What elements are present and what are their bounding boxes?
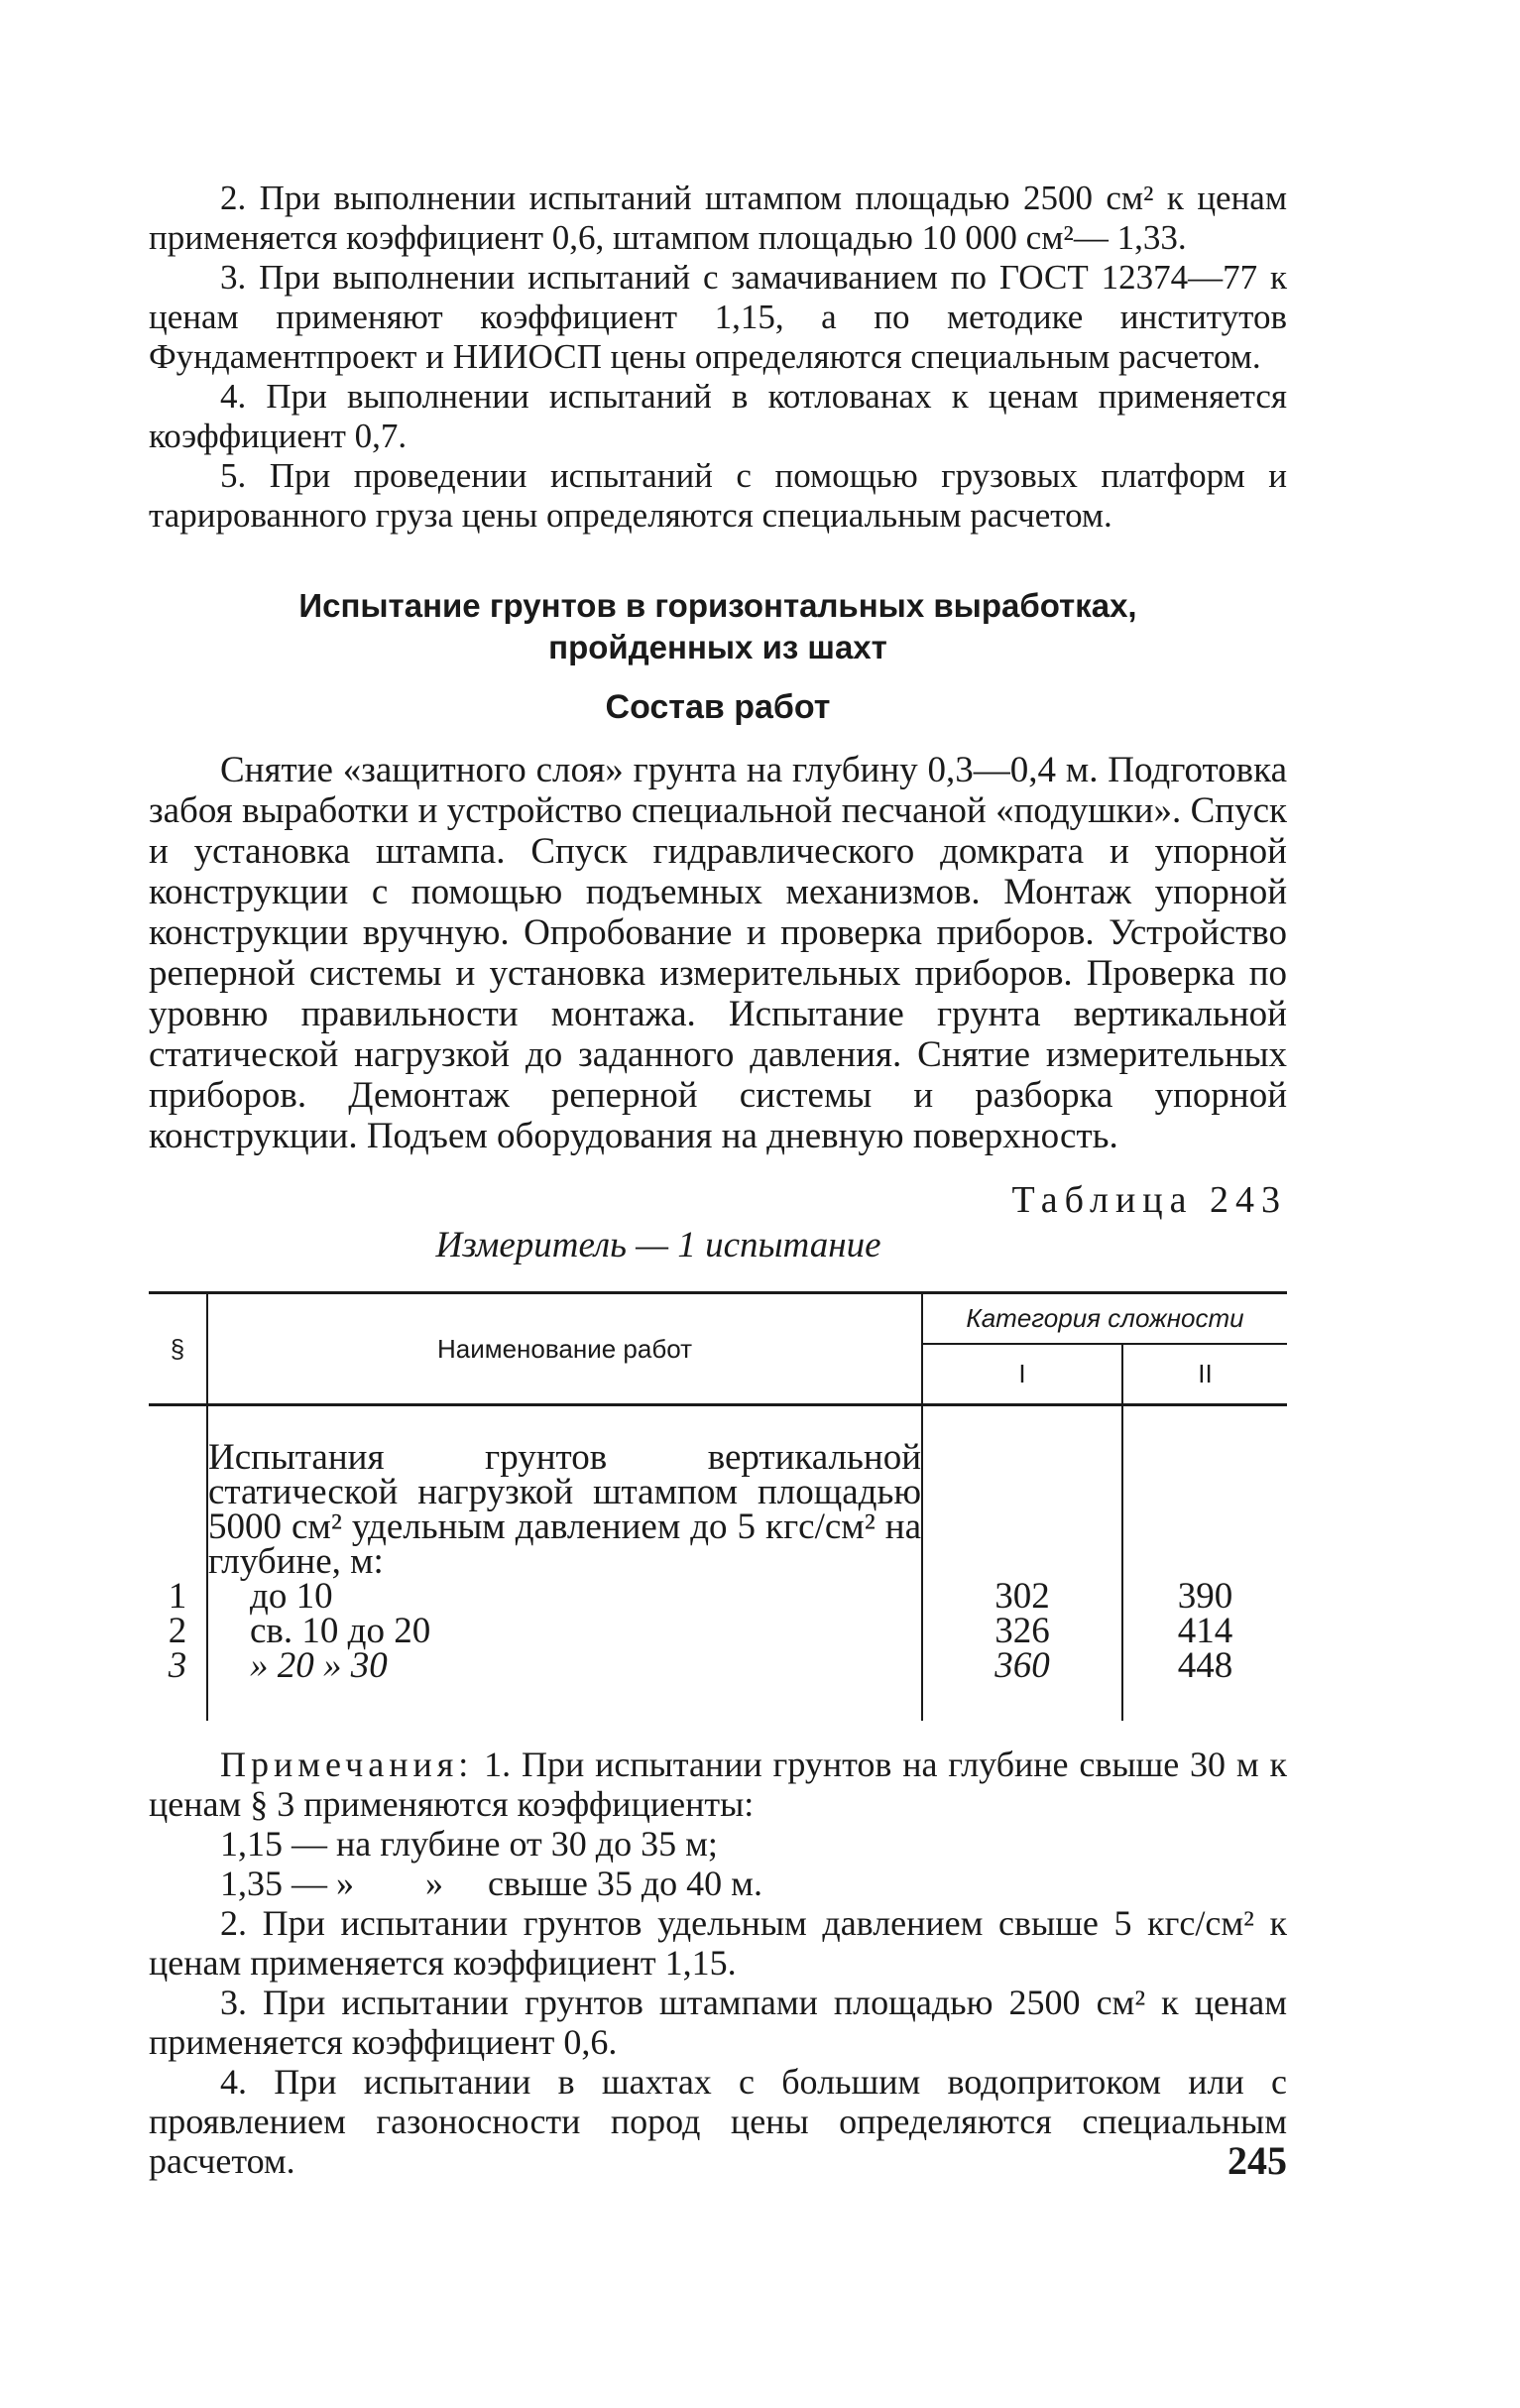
header-cat2: II — [1122, 1344, 1287, 1405]
subsection-title: Состав работ — [605, 688, 831, 726]
note-bottom-3: 3. При испытании грунтов штампами площадью 2500 см² к ценам применяется коэффициент 0,6. — [149, 1983, 1287, 2062]
note-coef-2: 1,35 — » » свыше 35 до 40 м. — [220, 1864, 762, 1903]
header-category: Категория сложности — [922, 1293, 1287, 1344]
header-section: § — [149, 1293, 207, 1405]
row-name: до 10 — [207, 1579, 922, 1614]
row-section: 2 — [149, 1614, 207, 1648]
note-bottom-1-text: 1. При испытании грунтов на глубине свыше 30 м к ценам § 3 применяются коэффициенты: — [149, 1745, 1287, 1824]
row-section: 3 — [149, 1648, 207, 1683]
table-label: Таблица 243 — [1011, 1179, 1287, 1221]
row-description: Испытания грунтов вертикальной статической нагрузкой штампом площадью 5000 см² удельным давлением до 5 кгс/см² на глубине, м: — [208, 1437, 921, 1582]
notes-prefix: Примечания: — [220, 1745, 474, 1784]
row-cat1: 302 — [922, 1579, 1122, 1614]
section-title-line2: пройденных из шахт — [548, 629, 887, 665]
note-bottom-4: 4. При испытании в шахтах с большим водопритоком или с проявлением газоносности пород цены определяются специальным расчетом. — [149, 2062, 1287, 2181]
row-cat2: 390 — [1177, 1576, 1233, 1617]
row-name: » 20 » 30 — [207, 1648, 922, 1683]
page-number: 245 — [1228, 2138, 1287, 2183]
note-top-3: 3. При выполнении испытаний с замачиванием по ГОСТ 12374—77 к ценам применяют коэффициент 1,15, а по методике институтов Фундаментпроект и НИИОСП цены определяются специальным расчетом. — [149, 258, 1287, 376]
table-row — [149, 1648, 1287, 1683]
row-cat2: 448 — [1177, 1645, 1233, 1686]
notes-top-block — [149, 179, 1287, 536]
section-title — [149, 585, 1287, 668]
works-price-table — [149, 1291, 1287, 1721]
note-bottom-1 — [149, 1745, 1287, 1824]
table-caption — [149, 1178, 1287, 1264]
table-measure: Измеритель — 1 испытание — [435, 1225, 881, 1265]
note-top-2: 2. При выполнении испытаний штампом площадью 2500 см² к ценам применяется коэффициент 0,6, штампом площадью 10 000 см²— 1,33. — [149, 179, 1287, 257]
section-title-line1: Испытание грунтов в горизонтальных выработках, — [298, 587, 1137, 624]
row-cat1: 326 — [922, 1614, 1122, 1648]
note-bottom-2: 2. При испытании грунтов удельным давлением свыше 5 кгс/см² к ценам применяется коэффициент 1,15. — [149, 1903, 1287, 1983]
note-coef-1: 1,15 — на глубине от 30 до 35 м; — [220, 1824, 718, 1864]
note-top-4: 4. При выполнении испытаний в котлованах к ценам применяется коэффициент 0,7. — [149, 377, 1287, 455]
row-cat1: 360 — [922, 1648, 1122, 1683]
table-row — [149, 1614, 1287, 1648]
table-row-description — [149, 1440, 1287, 1579]
header-name: Наименование работ — [207, 1293, 922, 1405]
table-row — [149, 1579, 1287, 1614]
header-cat1: I — [922, 1344, 1122, 1405]
notes-bottom-block — [149, 1745, 1287, 2181]
row-section: 1 — [149, 1579, 207, 1614]
row-name: св. 10 до 20 — [207, 1614, 922, 1648]
composition-text: Снятие «защитного слоя» грунта на глубину 0,3—0,4 м. Подготовка забоя выработки и устройство специальной песчаной «подушки». Спуск и установка штампа. Спуск гидравлического домкрата и упорной конструкции с помощью подъемных механизмов. Монтаж упорной конструкции вручную. Опробование и проверка приборов. Устройство реперной системы и установка измерительных приборов. Проверка по уровню правильности монтажа. Испытание грунта вертикальной статической нагрузкой до заданного давления. Снятие измерительных приборов. Демонтаж реперной системы и разборка упорной конструкции. Подъем оборудования на дневную поверхность. — [149, 750, 1287, 1156]
note-top-5: 5. При проведении испытаний с помощью грузовых платформ и тарированного груза цены определяются специальным расчетом. — [149, 456, 1287, 535]
row-cat2: 414 — [1177, 1611, 1233, 1651]
